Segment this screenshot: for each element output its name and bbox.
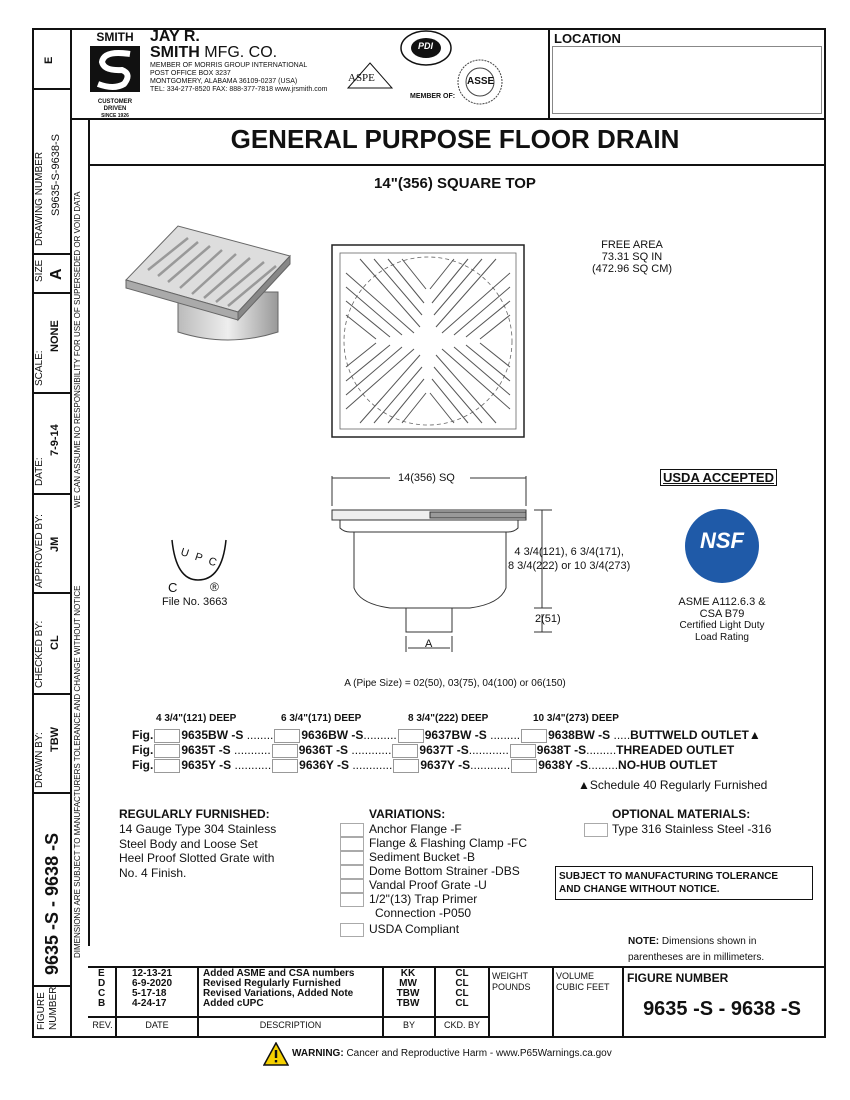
variation-item: 1/2"(13) Trap Primer [369,892,478,906]
address-line: POST OFFICE BOX 3237 [150,70,231,77]
notice-tolerance: DIMENSIONS ARE SUBJECT TO MANUFACTURERS TOLERANCE AND CHANGE WITHOUT NOTICE [73,585,82,958]
address-line: MONTGOMERY, ALABAMA 36109-0237 (USA) [150,78,298,85]
rev-desc: Revised Regularly Furnished [203,978,341,989]
schedule-footnote: ▲Schedule 40 Regularly Furnished [578,778,768,792]
grate-top-view [330,243,526,439]
pdi-text: PDI [418,41,434,51]
notice-superseded: WE CAN ASSUME NO RESPONSIBILITY FOR USE OF SUPERSEDED OR VOID DATA [73,191,82,508]
variation-checkbox[interactable] [340,823,364,837]
dim-depths-2: 8 3/4(222) or 10 3/4(273) [508,560,631,572]
checkbox[interactable] [154,759,180,773]
variation-item: Anchor Flange -F [369,822,462,836]
fig-code: 9636Y -S [299,758,349,772]
leader-dots: ......... [586,743,617,757]
variation-checkbox[interactable] [340,923,364,937]
fig-label: Fig. [132,728,154,742]
rev-ckd: CL [455,968,469,979]
title-bottom-line [88,164,824,166]
variation-checkbox[interactable] [340,865,364,879]
fig-code: 9637BW -S [424,728,487,742]
rev-desc: Added cUPC [203,998,264,1009]
checkbox[interactable] [398,729,424,743]
col-header-4: 10 3/4"(273) DEEP [533,713,619,724]
list-item: Steel Body and Loose Set [119,836,258,851]
scale-label: SCALE: [34,350,45,386]
note-text: Dimensions shown in [659,936,757,947]
list-item: No. 4 Finish. [119,865,187,880]
rev-letter: E [43,56,55,64]
leader-dots: ............ [349,758,393,772]
upc-file: File No. 3663 [162,596,228,608]
upc-letters: U P C [179,546,221,570]
free-area-label: FREE AREA [601,239,663,251]
ckd-col-line [488,966,490,1036]
leader-dots: ............ [468,743,509,757]
variation-item: Flange & Flashing Clamp -FC [369,836,528,850]
leader-dots: ........ [243,728,274,742]
checkbox[interactable] [272,759,298,773]
number-label: NUMBER [48,986,59,1030]
mm-note [628,934,764,966]
col-header-2: 6 3/4"(171) DEEP [281,713,362,724]
asme-line: Load Rating [695,632,749,643]
free-area-sqin: 73.31 SQ IN [601,251,663,263]
rev-letter: C [98,988,106,999]
company-name-3: MFG. CO. [204,44,278,61]
fig-code: 9637Y -S [420,758,471,772]
location-label: LOCATION [554,31,621,46]
leader-dots: ..... [610,728,631,742]
usda-accepted: USDA ACCEPTED [660,469,777,486]
address-line: TEL: 334-277-8520 FAX: 888-377-7818 www.jrsmith.com [150,86,328,93]
variation-item: Vandal Proof Grate -U [369,878,487,892]
sidebar-divider [70,28,72,1036]
page-title: GENERAL PURPOSE FLOOR DRAIN [230,124,680,154]
volume-cell [556,971,610,993]
rev-by: KK [400,968,416,979]
rev-letter: B [98,998,106,1009]
tolerance-line: SUBJECT TO MANUFACTURING TOLERANCE [559,871,779,882]
figure-number-value: 9635 -S - 9638 -S [643,998,801,1020]
sidebar-line [32,88,72,90]
rev-column [98,969,105,1009]
header-bottom-line [70,118,824,120]
driven-text: DRIVEN [103,106,127,112]
date-label: DATE: [34,457,45,486]
leader-dots: .......... [363,728,397,742]
approved-value: JM [49,536,61,552]
scale-value: NONE [49,320,61,352]
approved-label: APPROVED BY: [34,514,45,588]
rev-by: TBW [396,998,420,1009]
sidebar-line [32,292,72,294]
checkbox[interactable] [521,729,547,743]
fig-code: 9638T -S [536,743,587,757]
by-column [384,969,432,1009]
upc-r: ® [210,580,219,594]
customer-text: CUSTOMER [97,99,133,105]
rev-ckd: CL [455,988,469,999]
date-value: 7-9-14 [49,424,61,456]
sidebar-line [32,592,72,594]
asme-line: ASME A112.6.3 & [678,596,766,608]
fig-label: Fig. [132,758,154,772]
rev-letter: E [98,968,105,979]
dim-depths [508,545,630,573]
drawing-number: S9635-S-9638-S [50,134,62,216]
leader-dots: ........... [231,758,272,772]
variation-item: USDA Compliant [369,922,460,936]
rev-date: 12-13-21 [132,968,173,979]
leader-dots: ............ [348,743,392,757]
figure-label: FIGURE [36,992,47,1030]
leader-dots: ........... [230,743,271,757]
rev-date: 6-9-2020 [132,978,173,989]
desc-column [203,969,355,1009]
warning-text: Cancer and Reproductive Harm - www.P65Warnings.ca.gov [343,1048,612,1059]
since-text: SINCE 1926 [101,113,129,119]
outlet-type: NO-HUB OUTLET [618,758,718,772]
checkbox[interactable] [392,744,418,758]
address-line: MEMBER OF MORRIS GROUP INTERNATIONAL [150,62,308,69]
fig-code: 9638BW -S [548,728,611,742]
company-name-1: JAY R. [150,28,200,45]
rev-ckd: CL [455,998,469,1009]
smith-logo-text: SMITH [96,30,134,44]
company-address [150,62,327,94]
prop65-warning [292,1048,612,1059]
rev-by: TBW [396,988,420,999]
drawn-value: TBW [49,726,61,752]
variation-item: Dome Bottom Strainer -DBS [369,864,520,878]
tolerance-line: AND CHANGE WITHOUT NOTICE. [559,884,720,895]
figure-number-label: FIGURE NUMBER [627,971,729,985]
rev-date: 4-24-17 [132,998,167,1009]
asse-text: ASSE [467,76,495,87]
table-row [132,758,717,773]
col-header-3: 8 3/4"(222) DEEP [408,713,489,724]
checkbox[interactable] [154,744,180,758]
fig-code: 9636BW -S [301,728,364,742]
variation-checkbox[interactable] [340,879,364,893]
optional-checkbox[interactable] [584,823,608,837]
drawing-number-label: DRAWING NUMBER [34,151,45,246]
pipe-size-note: A (Pipe Size) = 02(50), 03(75), 04(100) or 06(150) [344,678,566,689]
col-rev: REV. [92,1020,113,1030]
asme-line: CSA B79 [699,608,745,620]
company-name [150,44,277,62]
regularly-heading: REGULARLY FURNISHED: [119,807,270,821]
variation-checkbox[interactable] [340,837,364,851]
checkbox[interactable] [511,759,537,773]
aspe-text: ASPE [348,72,375,84]
size-label: SIZE [34,259,45,282]
dim-depths-1: 4 3/4(121), 6 3/4(171), [514,546,624,558]
sidebar-line [32,693,72,695]
rev-date: 5-17-18 [132,988,167,999]
aspe-logo [346,62,394,90]
optional-heading: OPTIONAL MATERIALS: [612,807,751,821]
outlet-type: THREADED OUTLET [616,743,735,757]
free-area [580,239,684,275]
warning-icon [263,1042,289,1066]
smith-s-icon [84,44,146,94]
col-by: BY [402,1020,415,1030]
variation-item: Connection -P050 [375,906,472,920]
smith-logo [84,30,146,119]
dim-width: 14(356) SQ [398,472,455,484]
asse-logo [456,58,504,106]
list-item: Heel Proof Slotted Grate with [119,851,275,865]
col-description: DESCRIPTION [259,1020,322,1030]
free-area-sqcm: (472.96 SQ CM) [591,263,673,275]
fig-code: 9636T -S [298,743,349,757]
location-divider [548,28,550,120]
warning-label: WARNING: [292,1048,344,1059]
fig-code: 9635BW -S [181,728,244,742]
col-ckd: CKD. BY [443,1020,480,1030]
list-item: 14 Gauge Type 304 Stainless [119,822,277,836]
checkbox[interactable] [154,729,180,743]
rev-desc: Revised Variations, Added Note [203,988,354,999]
variation-checkbox[interactable] [340,893,364,907]
sidebar-line [32,792,72,794]
outlet-type: BUTTWELD OUTLET▲ [630,728,761,742]
sidebar-figure-number: 9635 -S - 9638 -S [42,832,62,975]
fig-label: Fig. [132,743,154,757]
volume-label: VOLUME [556,971,595,981]
size-value: A [48,268,65,280]
member-of: MEMBER OF: [410,93,456,100]
nsf-text: NSF [700,528,744,553]
pdi-logo [400,30,452,66]
weight-cell [492,971,531,993]
fig-code: 9635T -S [181,743,231,757]
checkbox[interactable] [274,729,300,743]
sidebar-line [32,493,72,495]
table-row [132,743,734,758]
company-name-2: SMITH [150,44,200,61]
date-column [132,969,172,1009]
rev-ckd: CL [455,978,469,989]
leader-dots: ............ [470,758,511,772]
regularly-list [119,822,276,880]
checkbox[interactable] [272,744,298,758]
col-header-1: 4 3/4"(121) DEEP [156,713,237,724]
optional-item: Type 316 Stainless Steel -316 [612,822,772,836]
weight-unit: POUNDS [492,982,531,992]
upc-c: C [168,580,178,595]
dim-a: A [425,638,433,650]
dim-outlet: 2(51) [535,613,561,625]
leader-dots: ......... [588,758,619,772]
fig-code: 9638Y -S [538,758,589,772]
leader-dots: ......... [486,728,521,742]
drawn-label: DRAWN BY: [34,732,45,788]
asme-line: Certified Light Duty [679,620,765,631]
checked-label: CHECKED BY: [34,620,45,688]
note-label: NOTE: [628,936,660,947]
asme-cert [660,596,784,644]
fig-code: 9635Y -S [181,758,232,772]
subtitle: 14"(356) SQUARE TOP [374,175,536,192]
notice-divider [88,120,90,946]
rev-desc: Added ASME and CSA numbers [203,968,355,979]
fig-code: 9637T -S [419,743,469,757]
note-text: parentheses are in millimeters. [628,952,765,963]
drain-isometric-image [118,222,294,350]
ckd-column [436,969,488,1009]
weight-label: WEIGHT [492,971,528,981]
variation-item: Sediment Bucket -B [369,850,476,864]
checkbox[interactable] [510,744,536,758]
volume-unit: CUBIC FEET [556,982,610,992]
checkbox[interactable] [393,759,419,773]
rev-letter: D [98,978,106,989]
variation-checkbox[interactable] [340,851,364,865]
weight-col-line [552,966,554,1036]
revision-header-line [88,1016,488,1018]
rev-by: MW [399,978,417,989]
sidebar-line [32,392,72,394]
variations-heading: VARIATIONS: [369,807,446,821]
col-date: DATE [145,1020,169,1030]
location-box [552,46,822,114]
tolerance-notice [555,866,813,900]
table-row [132,728,761,743]
sidebar-line [32,253,72,255]
checked-value: CL [49,635,61,650]
